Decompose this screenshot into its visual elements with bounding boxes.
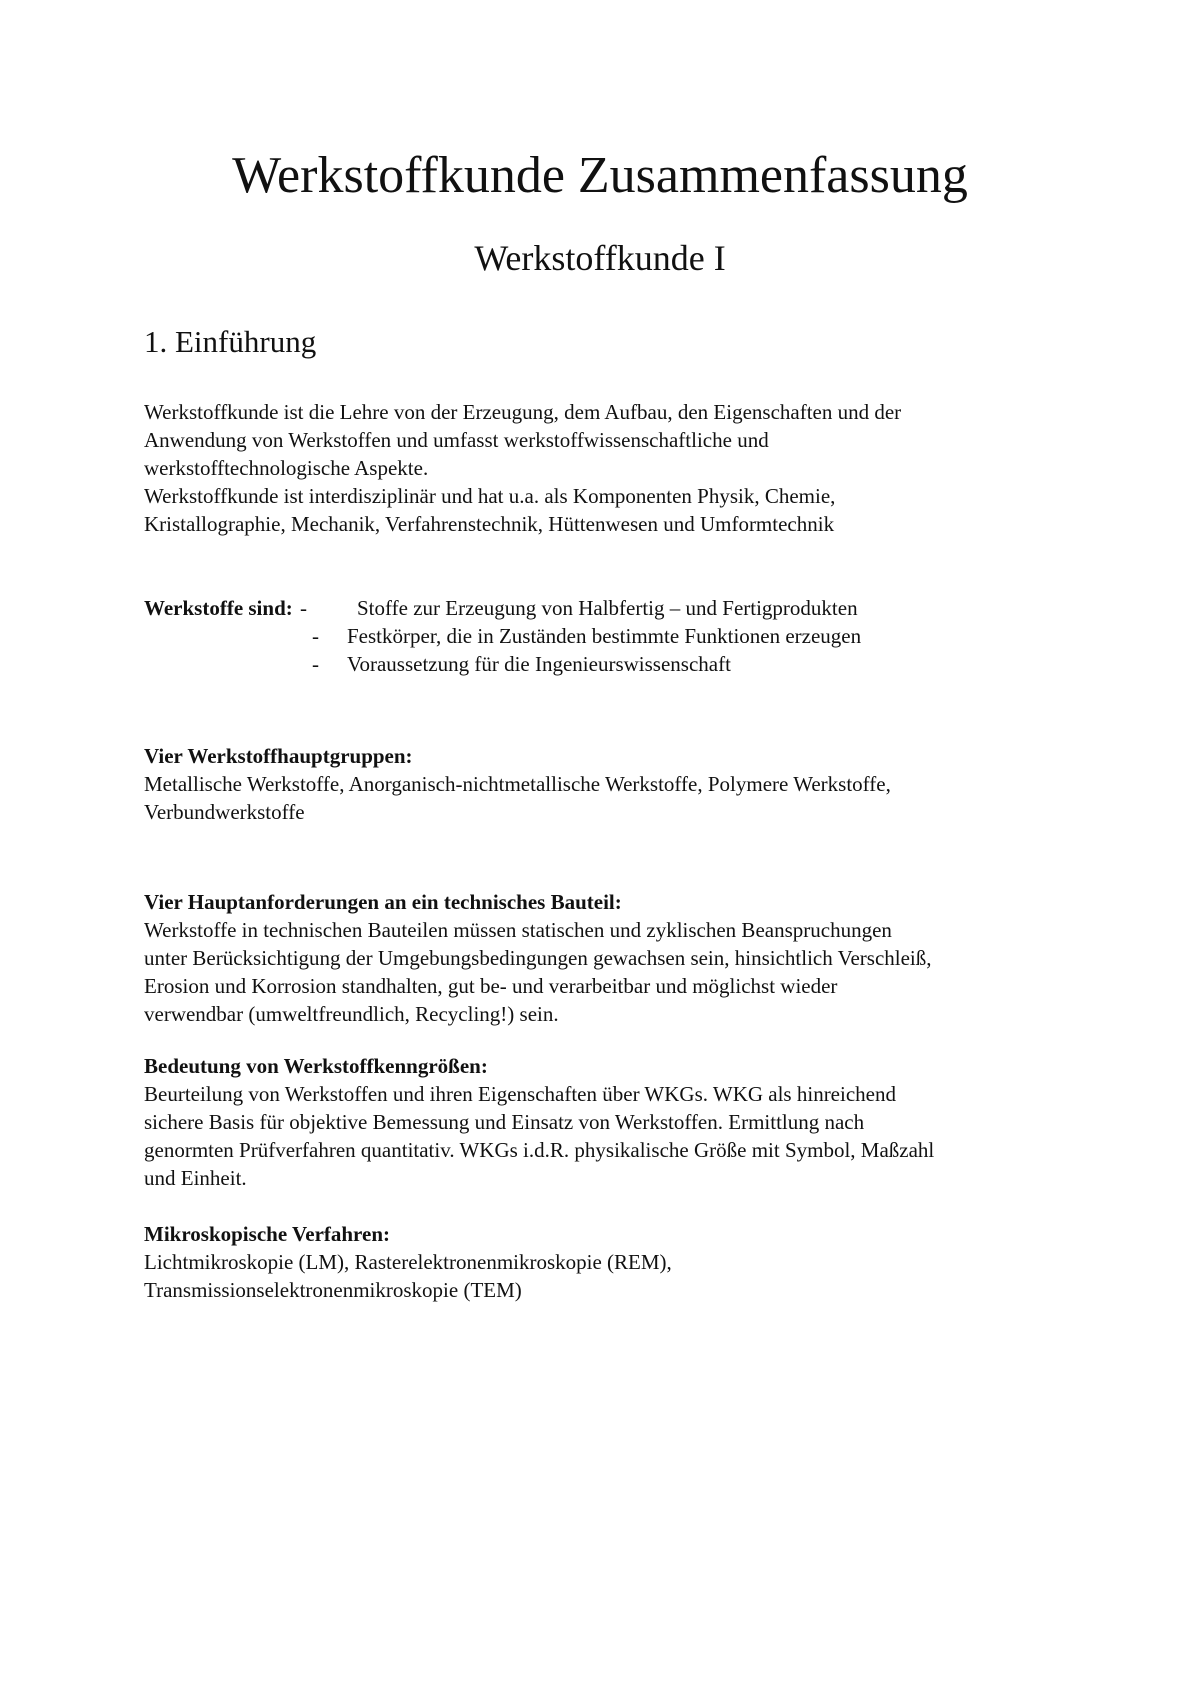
mikroskopie-section bbox=[144, 1220, 1084, 1304]
anforderungen-line: verwendbar (umweltfreundlich, Recycling!) sein. bbox=[144, 1002, 559, 1026]
anforderungen-section bbox=[144, 888, 1084, 1028]
kenngroessen-line: sichere Basis für objektive Bemessung und Einsatz von Werkstoffen. Ermittlung nach bbox=[144, 1110, 865, 1134]
hauptgruppen-line: Metallische Werkstoffe, Anorganisch-nichtmetallische Werkstoffe, Polymere Werkstoffe, bbox=[144, 772, 891, 796]
list-dash: - bbox=[312, 624, 319, 648]
mikroskopie-heading: Mikroskopische Verfahren: bbox=[144, 1222, 390, 1246]
kenngroessen-line: genormten Prüfverfahren quantitativ. WKGs i.d.R. physikalische Größe mit Symbol, Maßzahl bbox=[144, 1138, 935, 1162]
werkstoffe-label: Werkstoffe sind: bbox=[144, 596, 293, 620]
intro-line: Werkstoffkunde ist die Lehre von der Erzeugung, dem Aufbau, den Eigenschaften und der bbox=[144, 400, 902, 424]
kenngroessen-line: und Einheit. bbox=[144, 1166, 247, 1190]
intro-line: Werkstoffkunde ist interdisziplinär und hat u.a. als Komponenten Physik, Chemie, bbox=[144, 484, 836, 508]
kenngroessen-section bbox=[144, 1052, 1084, 1192]
document-title: Werkstoffkunde Zusammenfassung bbox=[232, 147, 968, 204]
werkstoffe-list-text: Voraussetzung für die Ingenieurswissenschaft bbox=[347, 652, 731, 676]
section-heading-einfuehrung: 1. Einführung bbox=[144, 324, 317, 359]
anforderungen-line: Werkstoffe in technischen Bauteilen müssen statischen und zyklischen Beanspruchungen bbox=[144, 918, 892, 942]
mikroskopie-line: Transmissionselektronenmikroskopie (TEM) bbox=[144, 1278, 522, 1302]
hauptgruppen-line: Verbundwerkstoffe bbox=[144, 800, 305, 824]
hauptgruppen-heading: Vier Werkstoffhauptgruppen: bbox=[144, 744, 413, 768]
anforderungen-line: Erosion und Korrosion standhalten, gut be- und verarbeitbar und möglichst wieder bbox=[144, 974, 838, 998]
kenngroessen-heading: Bedeutung von Werkstoffkenngrößen: bbox=[144, 1054, 488, 1078]
intro-line: Kristallographie, Mechanik, Verfahrenstechnik, Hüttenwesen und Umformtechnik bbox=[144, 512, 835, 536]
mikroskopie-line: Lichtmikroskopie (LM), Rasterelektronenmikroskopie (REM), bbox=[144, 1250, 672, 1274]
anforderungen-heading: Vier Hauptanforderungen an ein technisches Bauteil: bbox=[144, 890, 622, 914]
werkstoffe-list-text: Festkörper, die in Zuständen bestimmte Funktionen erzeugen bbox=[347, 624, 862, 648]
intro-paragraph bbox=[144, 398, 1084, 538]
list-dash: - bbox=[312, 652, 319, 676]
werkstoffe-list-item bbox=[144, 594, 307, 622]
werkstoffe-list-text: Stoffe zur Erzeugung von Halbfertig – und Fertigprodukten bbox=[357, 596, 858, 620]
kenngroessen-line: Beurteilung von Werkstoffen und ihren Eigenschaften über WKGs. WKG als hinreichend bbox=[144, 1082, 896, 1106]
intro-line: werkstofftechnologische Aspekte. bbox=[144, 456, 429, 480]
anforderungen-line: unter Berücksichtigung der Umgebungsbedingungen gewachsen sein, hinsichtlich Verschleiß, bbox=[144, 946, 932, 970]
list-dash: - bbox=[300, 596, 307, 620]
hauptgruppen-section bbox=[144, 742, 1084, 826]
intro-line: Anwendung von Werkstoffen und umfasst werkstoffwissenschaftliche und bbox=[144, 428, 769, 452]
document-subtitle: Werkstoffkunde I bbox=[474, 238, 726, 278]
